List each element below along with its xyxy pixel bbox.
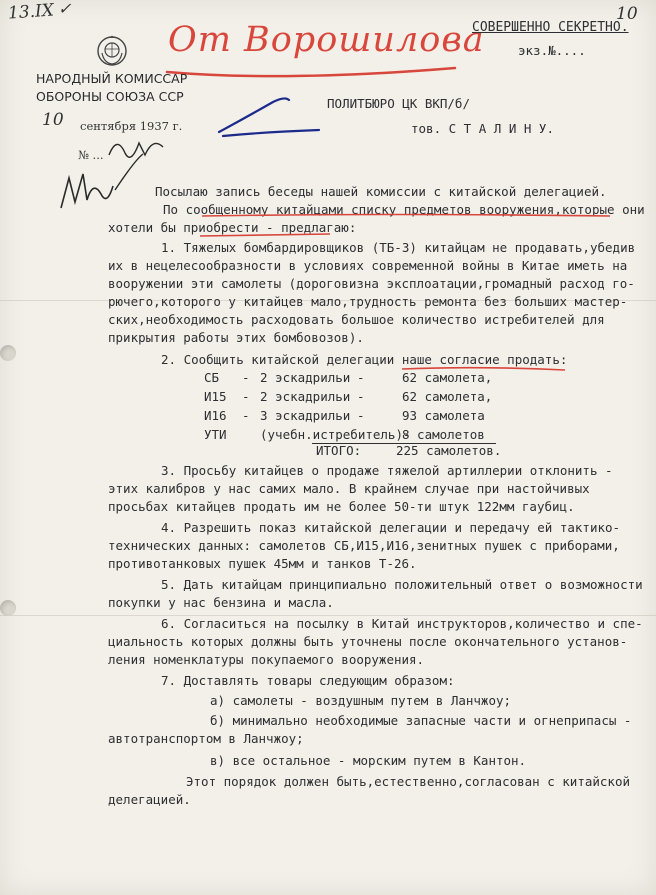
red-underline-intro: [200, 210, 620, 244]
red-pencil-underline: [165, 10, 465, 85]
aircraft-table-squadrons-cell: 2 эскадрильи: [260, 389, 351, 404]
letterhead-line-2: ОБОРОНЫ СОЮЗА ССР: [36, 89, 184, 104]
intro-line-2: По сообщенному китайцами списку предметов вооружения,которые они: [163, 202, 645, 217]
secrecy-marking: СОВЕРШЕННО СЕКРЕТНО.: [472, 20, 629, 35]
corner-checkmark: ✓: [58, 0, 72, 18]
p1-line-2: их в нецелесообразности в условиях современной войны в Китае иметь на: [108, 258, 628, 273]
p3-line-3: просьбах китайцев продать им не более 50-ти штук 122мм гаубиц.: [108, 499, 575, 514]
p7-item-b-line-2: автотранспортом в Ланчжоу;: [108, 731, 304, 746]
date-month-year: сентября 1937 г.: [80, 119, 183, 133]
p1-line-6: прикрытия работы этих бомбовозов).: [108, 330, 364, 345]
aircraft-table-type-cell: И15: [204, 389, 227, 404]
p7-item-a: а) самолеты - воздушным путем в Ланчжоу;: [210, 693, 512, 708]
red-pencil-annotation: От Ворошилова: [168, 20, 485, 60]
aircraft-table-planes-cell: 93 самолета: [402, 408, 485, 423]
p5-line-2: покупки у нас бензина и масла.: [108, 595, 334, 610]
aircraft-table-type-cell: УТИ: [204, 427, 227, 442]
p5-line-1: 5. Дать китайцам принципиально положительный ответ о возможности: [161, 577, 643, 592]
addressee-person: тов. С Т А Л И Н У.: [411, 121, 554, 136]
aircraft-table-planes-cell: 62 самолета,: [402, 389, 493, 404]
p3-line-2: этих калибров у нас самих мало. В крайнем случае при настойчивых: [108, 481, 590, 496]
p4-line-3: противотанковых пушек 45мм и танков Т-26.: [108, 556, 417, 571]
aircraft-table-dash2-cell: -: [357, 408, 365, 423]
p4-line-2: технических данных: самолетов СБ,И15,И16,зенитных пушек с приборами,: [108, 538, 620, 553]
aircraft-table-dash2-cell: -: [357, 370, 365, 385]
aircraft-table-type-cell: СБ: [204, 370, 220, 385]
aircraft-table-dash1-cell: -: [242, 389, 250, 404]
intro-line-3: хотели бы приобрести - предлагаю:: [108, 220, 357, 235]
aircraft-table-dash1-cell: -: [242, 408, 250, 423]
p1-line-1: 1. Тяжелых бомбардировщиков (ТБ-3) китайцам не продавать,убедив: [161, 240, 636, 255]
aircraft-table-dash2-cell: -: [357, 389, 365, 404]
aircraft-table-squadrons-cell: 2 эскадрильи: [260, 370, 351, 385]
p2-header: 2. Сообщить китайской делегации наше согласие продать:: [161, 352, 568, 367]
blue-ink-mark: [215, 92, 325, 147]
p4-line-1: 4. Разрешить показ китайской делегации и передачу ей тактико-: [161, 520, 621, 535]
aircraft-table-squadrons-cell: (учебн.истребитель)-: [260, 427, 411, 442]
p6-line-2: циальность которых должны быть уточнены после окончательного установ-: [108, 634, 628, 649]
aircraft-table-type-cell: И16: [204, 408, 227, 423]
page-number: 10: [616, 4, 638, 24]
aircraft-table-planes-cell: 62 самолета,: [402, 370, 493, 385]
registration-number: № ...: [78, 148, 104, 162]
p3-line-1: 3. Просьбу китайцев о продаже тяжелой артиллерии отклонить -: [161, 463, 613, 478]
state-emblem-icon: [96, 35, 128, 67]
p6-line-1: 6. Согласиться на посылку в Китай инструкторов,количество и спе-: [161, 616, 643, 631]
corner-handwritten-note: 13.IX: [7, 0, 55, 24]
p1-line-4: рючего,которого у китайцев мало,трудность ремонта без больших мастер-: [108, 294, 628, 309]
punch-hole: [0, 600, 16, 616]
p7-item-b-line-1: б) минимально необходимые запасные части и огнеприпасы -: [210, 713, 632, 728]
p1-line-3: вооружении эти самолеты (дороговизна эксплоатации,громадный расход го-: [108, 276, 635, 291]
addressee-organization: ПОЛИТБЮРО ЦК ВКП/б/: [327, 96, 470, 111]
total-label: ИТОГО:: [316, 443, 362, 458]
punch-hole: [0, 345, 16, 361]
intro-line-1: Посылаю запись беседы нашей комиссии с китайской делегацией.: [155, 184, 607, 199]
closing-line-1: Этот порядок должен быть,естественно,согласован с китайской: [186, 774, 631, 789]
aircraft-table-planes-cell: 8 самолетов: [402, 427, 485, 442]
p6-line-3: ления номенклатуры покупаемого вооружения.: [108, 652, 425, 667]
copy-number: экз.№....: [518, 43, 586, 58]
p1-line-5: ских,необходимость расходовать большое количество истребителей для: [108, 312, 605, 327]
letterhead-line-1: НАРОДНЫЙ КОМИССАР: [36, 71, 188, 86]
closing-line-2: делегацией.: [108, 792, 191, 807]
total-value: 225 самолетов.: [396, 443, 502, 458]
p7-header: 7. Доставлять товары следующим образом:: [161, 673, 455, 688]
aircraft-table-dash1-cell: -: [242, 370, 250, 385]
aircraft-table-squadrons-cell: 3 эскадрильи: [260, 408, 351, 423]
margin-signature: [55, 150, 150, 225]
date-day: 10: [42, 110, 64, 130]
p7-item-c: в) все остальное - морским путем в Кантон.: [210, 753, 527, 768]
